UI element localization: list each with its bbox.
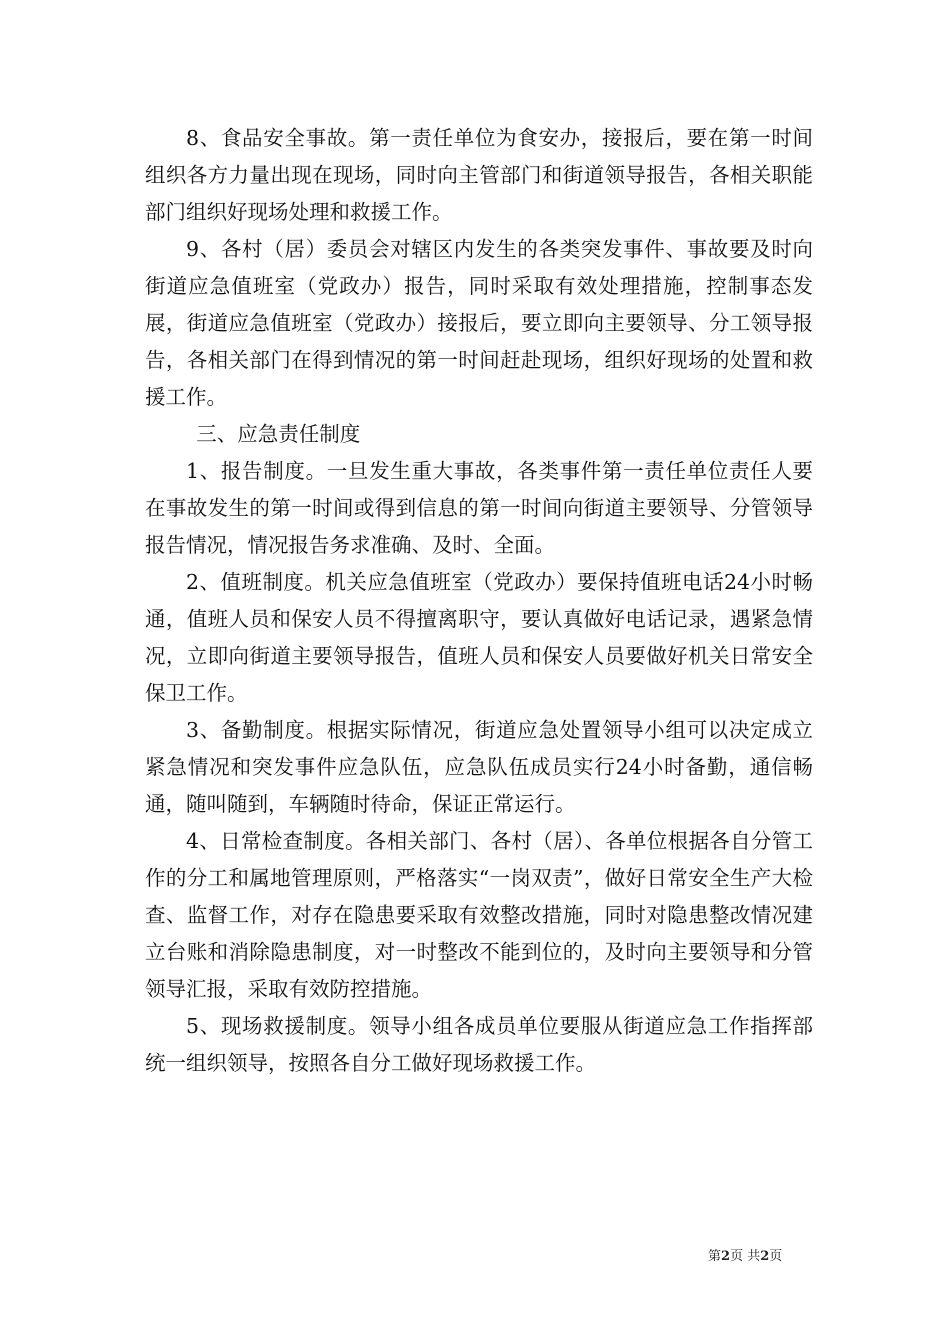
paragraph-village-committee: 9、各村（居）委员会对辖区内发生的各类突发事件、事故要及时向街道应急值班室（党政办）报告，同时采取有效处理措施，控制事态发展，街道应急值班室（党政办）接报后，要立即向主要领导、分工领导报告，各相关部门在得到情况的第一时间赶赴现场，组织好现场的处置和救援工作。 bbox=[145, 237, 813, 409]
current-page-number: 2 bbox=[721, 1249, 731, 1264]
footer-suffix: 页 bbox=[769, 1249, 783, 1264]
document-body bbox=[145, 120, 813, 1082]
total-pages-number: 2 bbox=[760, 1249, 770, 1264]
paragraph-food-safety: 8、食品安全事故。第一责任单位为食安办，接报后，要在第一时间组织各方力量出现在现场，同时向主管部门和街道领导报告，各相关职能部门组织好现场处理和救援工作。 bbox=[145, 126, 813, 224]
page-number-footer bbox=[708, 1248, 782, 1266]
paragraph-standby-system: 3、备勤制度。根据实际情况，街道应急处置领导小组可以决定成立紧急情况和突发事件应急队伍，应急队伍成员实行24小时备勤，通信畅通，随叫随到，车辆随时待命，保证正常运行。 bbox=[145, 718, 813, 816]
footer-prefix: 第 bbox=[708, 1249, 722, 1264]
paragraph-rescue-system: 5、现场救援制度。领导小组各成员单位要服从街道应急工作指挥部统一组织领导，按照各自分工做好现场救援工作。 bbox=[145, 1014, 813, 1075]
footer-middle: 页 共 bbox=[730, 1249, 761, 1264]
paragraph-duty-system: 2、值班制度。机关应急值班室（党政办）要保持值班电话24小时畅通，值班人员和保安人员不得擅离职守，要认真做好电话记录，遇紧急情况，立即向街道主要领导报告，值班人员和保安人员要做好机关日常安全保卫工作。 bbox=[145, 570, 813, 705]
section-heading: 三、应急责任制度 bbox=[196, 422, 361, 446]
paragraph-inspection-system: 4、日常检查制度。各相关部门、各村（居）、各单位根据各自分管工作的分工和属地管理原则，严格落实“一岗双责”，做好日常安全生产大检查、监督工作，对存在隐患要采取有效整改措施，同时对隐患整改情况建立台账和消除隐患制度，对一时整改不能到位的，及时向主要领导和分管领导汇报，采取有效防控措施。 bbox=[145, 829, 813, 1001]
paragraph-report-system: 1、报告制度。一旦发生重大事故，各类事件第一责任单位责任人要在事故发生的第一时间或得到信息的第一时间向街道主要领导、分管领导报告情况，情况报告务求准确、及时、全面。 bbox=[145, 459, 813, 557]
